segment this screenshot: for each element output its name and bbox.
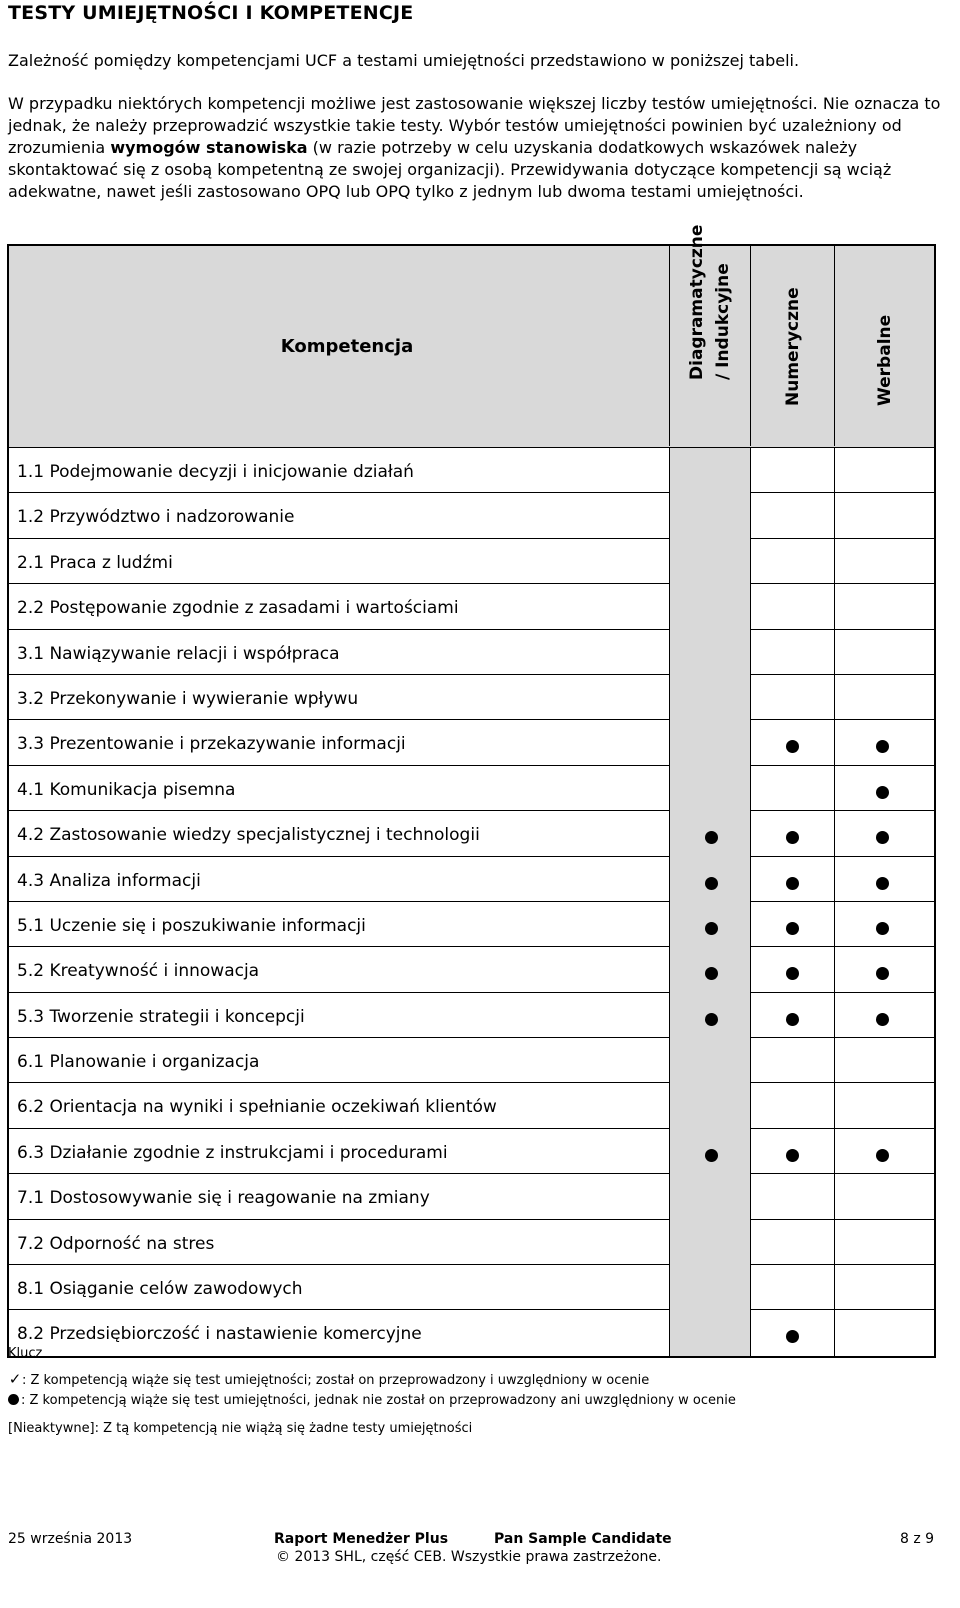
table-row (9, 993, 934, 1038)
table-row (9, 584, 934, 629)
table-row (9, 857, 934, 902)
table-row (9, 448, 934, 493)
table-body (9, 448, 934, 1356)
table-row (9, 720, 934, 765)
table-row (9, 630, 934, 675)
competency-label: 5.3 Tworzenie strategii i koncepcji (17, 1006, 305, 1027)
competency-label: 1.2 Przywództwo i nadzorowanie (17, 507, 295, 528)
key-bullet-line (8, 1393, 736, 1408)
competency-label: 2.1 Praca z ludźmi (17, 552, 173, 573)
bullet-icon (876, 1149, 889, 1162)
bullet-icon (786, 967, 799, 980)
footer-report: Raport Menedżer Plus (274, 1531, 449, 1547)
key-inactive-text: [Nieaktywne]: Z tą kompetencją nie wiążą się żadne testy umiejętności (8, 1421, 473, 1436)
check-icon: ✓ (8, 1370, 22, 1388)
header-competency: Kompetencja (280, 335, 414, 357)
bullet-icon (876, 877, 889, 890)
bullet-icon (705, 967, 718, 980)
bullet-icon (876, 1013, 889, 1026)
competency-label: 8.2 Przedsiębiorczość i nastawienie komercyjne (17, 1324, 422, 1345)
competency-label: 3.3 Prezentowanie i przekazywanie informacji (17, 734, 406, 755)
table-row (9, 539, 934, 584)
page-title: TESTY UMIEJĘTNOŚCI I KOMPETENCJE (8, 2, 414, 24)
paragraph-part2: (w razie potrzeby w celu uzyskania dodatkowych wskazówek należy skontaktować się z osobą kompetentną ze swojej organizacji). Przewidywania dotyczące kompetencji są wciąż adekwatne, nawet jeśli zastosowano OPQ lub OPQ tylko z jednym lub dwoma testami umiejętności. (8, 138, 892, 201)
competency-table (7, 224, 936, 1358)
key-check-text: : Z kompetencją wiąże się test umiejętności; został on przeprowadzony i uwzględniony w ocenie (22, 1373, 650, 1388)
competency-label: 3.1 Nawiązywanie relacji i współpraca (17, 643, 340, 664)
table-row (9, 1038, 934, 1083)
table-header (9, 224, 934, 448)
table-row (9, 1265, 934, 1310)
competency-label: 8.1 Osiąganie celów zawodowych (17, 1279, 303, 1300)
table-row (9, 1220, 934, 1265)
bullet-icon (705, 1013, 718, 1026)
bullet-icon (786, 831, 799, 844)
header-verbal (834, 246, 934, 446)
competency-label: 4.2 Zastosowanie wiedzy specjalistycznej i technologii (17, 825, 480, 846)
table-row (9, 766, 934, 811)
table-row (9, 675, 934, 720)
competency-label: 5.2 Kreatywność i innowacja (17, 961, 260, 982)
bullet-icon (705, 877, 718, 890)
table-row (9, 1129, 934, 1174)
bullet-icon (786, 1149, 799, 1162)
competency-label: 4.3 Analiza informacji (17, 870, 201, 891)
competency-label: 6.3 Działanie zgodnie z instrukcjami i procedurami (17, 1142, 448, 1163)
header-diagrammatic (669, 224, 750, 446)
footer-page: 8 z 9 (900, 1531, 935, 1547)
footer-date: 25 września 2013 (8, 1531, 133, 1547)
table-row (9, 811, 934, 856)
header-numerical-label: Numeryczne (782, 287, 803, 406)
bullet-icon (786, 1330, 799, 1343)
footer-candidate: Pan Sample Candidate (494, 1531, 672, 1547)
header-numerical (750, 246, 834, 446)
paragraph-bold: wymogów stanowiska (110, 138, 308, 157)
bullet-icon (8, 1394, 19, 1405)
competency-label: 5.1 Uczenie się i poszukiwanie informacji (17, 915, 366, 936)
competency-label: 6.2 Orientacja na wyniki i spełnianie oczekiwań klientów (17, 1097, 497, 1118)
table-row (9, 1083, 934, 1128)
bullet-icon (876, 786, 889, 799)
table-row (9, 947, 934, 992)
paragraph-part1: W przypadku niektórych kompetencji możliwe jest zastosowanie większej liczby testów umiejętności. Nie oznacza to jednak, że należy przeprowadzić wszystkie takie testy. Wybór testów umiejętności powinien być uzależniony od zrozumienia (8, 94, 941, 157)
table-row (9, 1310, 934, 1355)
explanation-paragraph (8, 93, 943, 203)
key-title: Klucz (8, 1346, 43, 1361)
competency-label: 1.1 Podejmowanie decyzji i inicjowanie działań (17, 462, 414, 482)
header-diagrammatic-line1: Diagramatyczne (687, 224, 707, 380)
header-diagrammatic-line2: / Indukcyjne (713, 263, 733, 380)
table-row (9, 902, 934, 947)
intro-text: Zależność pomiędzy kompetencjami UCF a testami umiejętności przedstawiono w poniższej tabeli. (8, 51, 800, 70)
bullet-icon (786, 740, 799, 753)
competency-label: 3.2 Przekonywanie i wywieranie wpływu (17, 688, 359, 709)
bullet-icon (705, 1149, 718, 1162)
competency-label: 2.2 Postępowanie zgodnie z zasadami i wartościami (17, 598, 459, 619)
bullet-icon (786, 922, 799, 935)
table-row (9, 493, 934, 538)
bullet-icon (876, 922, 889, 935)
competency-label: 7.1 Dostosowywanie się i reagowanie na zmiany (17, 1188, 430, 1209)
bullet-icon (705, 922, 718, 935)
bullet-icon (876, 831, 889, 844)
competency-label: 7.2 Odporność na stres (17, 1233, 215, 1254)
bullet-icon (786, 877, 799, 890)
table-row (9, 1174, 934, 1219)
bullet-icon (705, 831, 718, 844)
bullet-icon (876, 967, 889, 980)
competency-label: 6.1 Planowanie i organizacja (17, 1052, 260, 1073)
competency-label: 4.1 Komunikacja pisemna (17, 779, 236, 800)
key-check-line (8, 1370, 649, 1388)
bullet-icon (876, 740, 889, 753)
header-verbal-label: Werbalne (874, 314, 895, 406)
footer-copyright: © 2013 SHL, część CEB. Wszystkie prawa zastrzeżone. (276, 1549, 662, 1565)
bullet-icon (786, 1013, 799, 1026)
key-bullet-text: : Z kompetencją wiąże się test umiejętności, jednak nie został on przeprowadzony ani uwzględniony w ocenie (21, 1393, 736, 1408)
